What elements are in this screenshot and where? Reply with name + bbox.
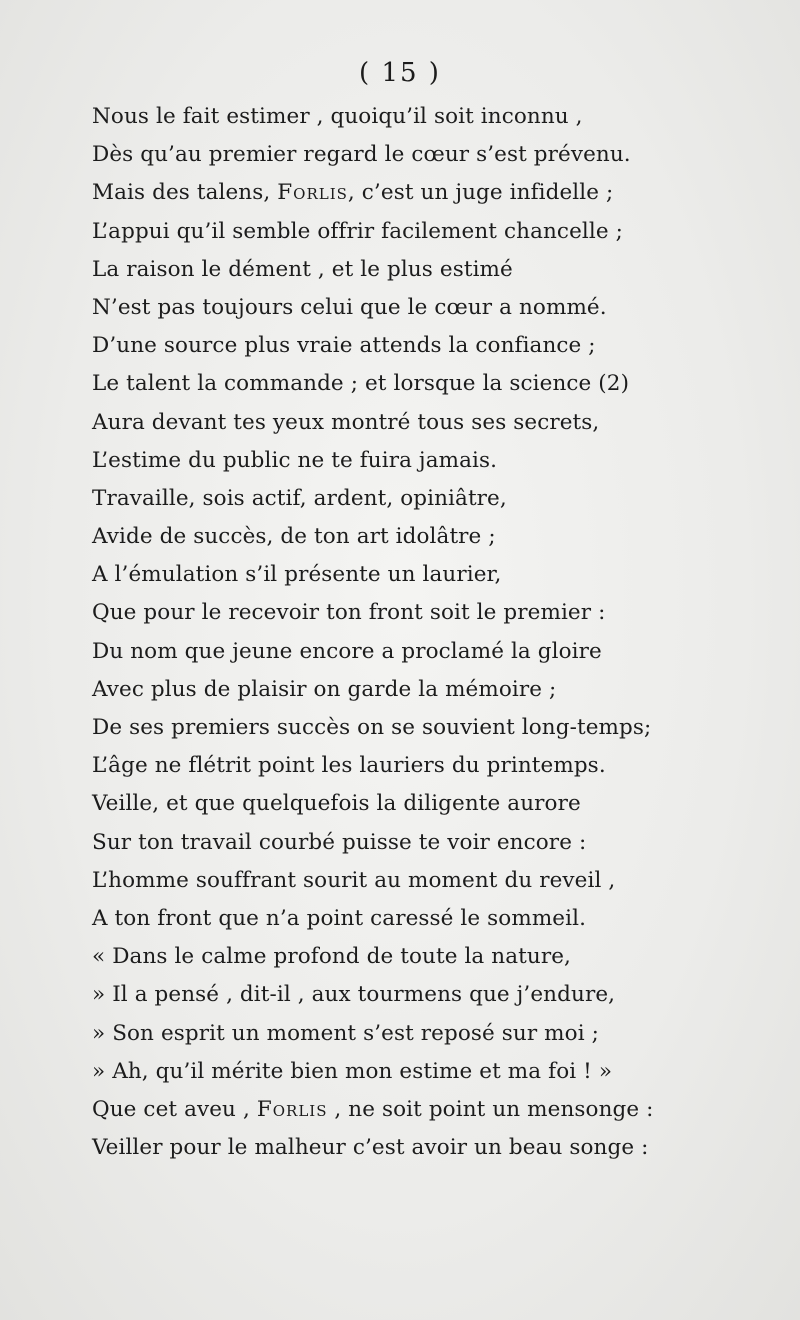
verse-text: Travaille, sois actif, ardent, opiniâtre, [92,485,507,511]
verse-text: L’appui qu’il semble offrir facilement chancelle ; [92,218,623,244]
verse-text: D’une source plus vraie attends la confiance ; [92,333,596,359]
verse-line [92,518,732,556]
verse-line [92,98,732,136]
verse-text: » Il a pensé , dit-il , aux tourmens que j’endure, [92,982,616,1008]
verse-line [92,671,732,709]
verse-line [92,900,732,938]
verse-text: N’est pas toujours celui que le cœur a nommé. [92,294,607,320]
verse-text: L’estime du public ne te fuira jamais. [92,447,498,473]
verse-text: , c’est un juge infidelle ; [347,180,614,206]
verse-text: Sur ton travail courbé puisse te voir encore : [92,829,587,855]
verse-text: Avec plus de plaisir on garde la mémoire ; [92,676,557,702]
character-name: Forlis [277,180,348,206]
verse-line [92,251,732,289]
verse-line [92,633,732,671]
verse-text: Mais des talens, [92,180,278,206]
verse-text: » Son esprit un moment s’est reposé sur moi ; [92,1020,599,1046]
poem-verse [92,98,732,1167]
verse-text: Veille, et que quelquefois la diligente aurore [92,791,581,817]
verse-text: Avide de succès, de ton art idolâtre ; [92,524,496,550]
page-number: ( 15 ) [359,58,441,88]
verse-line [92,1053,732,1091]
verse-text: Que pour le recevoir ton front soit le premier : [92,600,606,626]
verse-text: » Ah, qu’il mérite bien mon estime et ma foi ! » [92,1058,613,1084]
verse-line [92,747,732,785]
verse-line [92,1129,732,1167]
verse-line [92,594,732,632]
verse-text: Que cet aveu , [92,1096,257,1122]
verse-line [92,136,732,174]
verse-line [92,174,732,212]
verse-text: Veiller pour le malheur c’est avoir un beau songe : [92,1135,649,1161]
verse-text: De ses premiers succès on se souvient long-temps; [92,715,652,740]
verse-text: La raison le dément , et le plus estimé [92,256,513,282]
verse-line [92,976,732,1014]
verse-text: Nous le fait estimer , quoiqu’il soit inconnu , [92,104,583,129]
verse-line [92,480,732,518]
verse-line [92,1015,732,1053]
verse-line [92,709,732,747]
verse-line [92,404,732,442]
verse-line [92,365,732,403]
verse-line [92,938,732,976]
verse-line [92,213,732,251]
verse-text: , ne soit point un mensonge : [327,1096,654,1122]
verse-line [92,327,732,365]
verse-line [92,1091,732,1129]
verse-text: L’âge ne flétrit point les lauriers du printemps. [92,753,606,779]
verse-text: Le talent la commande ; et lorsque la science (2) [92,371,630,397]
verse-line [92,785,732,823]
verse-text: A ton front que n’a point caressé le sommeil. [92,905,587,931]
verse-text: Dès qu’au premier regard le cœur s’est prévenu. [92,142,631,168]
verse-line [92,824,732,862]
verse-line [92,862,732,900]
verse-text: Aura devant tes yeux montré tous ses secrets, [92,409,600,435]
verse-text: L’homme souffrant sourit au moment du reveil , [92,867,616,893]
character-name: Forlis [256,1096,328,1122]
verse-line [92,289,732,327]
verse-line [92,442,732,480]
verse-line [92,556,732,594]
verse-text: A l’émulation s’il présente un laurier, [92,562,502,588]
verse-text: « Dans le calme profond de toute la nature, [92,944,571,970]
verse-text: Du nom que jeune encore a proclamé la gloire [92,638,602,664]
